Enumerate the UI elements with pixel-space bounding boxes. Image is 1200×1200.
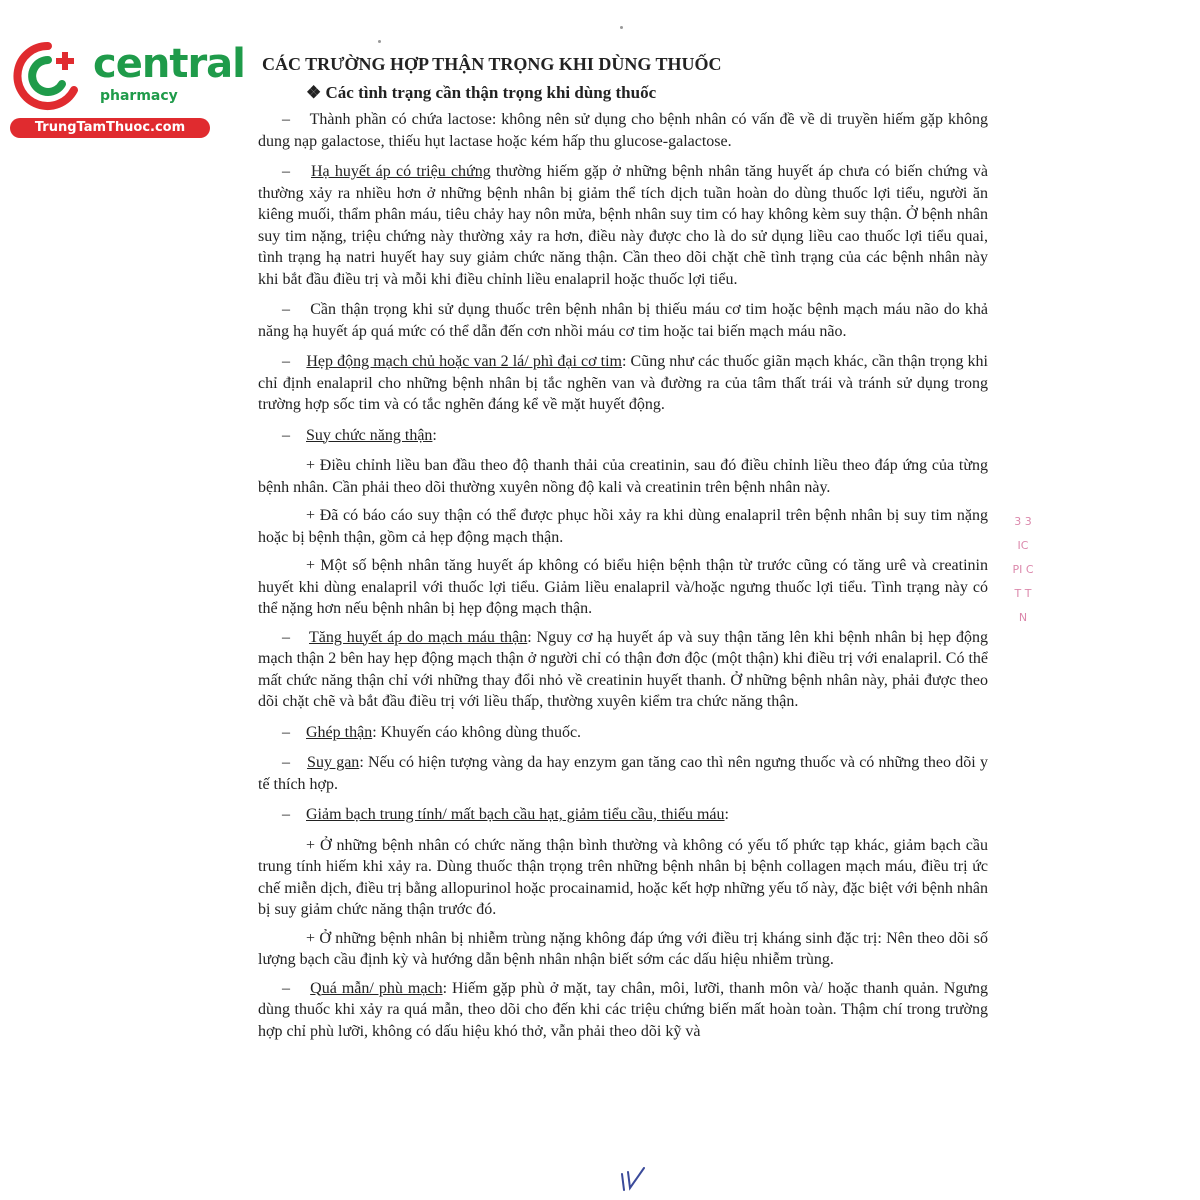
- scan-speck: [620, 26, 623, 29]
- subtitle-text: Các tình trạng cần thận trọng khi dùng thuốc: [325, 83, 657, 102]
- paragraph-text: : Hiếm gặp phù ở mặt, tay chân, môi, lưỡi, thanh môn và/ hoặc thanh quản. Ngưng dùng thuốc khi xảy ra quá mẫn, theo dõi cho đến khi các triệu chứng biến mất hoàn toàn. Thậm chí trong trường hợp chỉ phù lưỡi, không có dấu hiệu khó thở, vẫn phải theo dõi kỹ và: [258, 979, 989, 1040]
- paragraph-lactose: [258, 109, 988, 152]
- dash-icon: –: [282, 111, 290, 128]
- document-title: CÁC TRƯỜNG HỢP THẬN TRỌNG KHI DÙNG THUỐC: [262, 54, 722, 74]
- dash-icon: –: [282, 628, 290, 646]
- blood-subitem: + Ở những bệnh nhân có chức năng thận bình thường và không có yếu tố phức tạp khác, giảm bạch cầu trung tính hiếm khi xảy ra. Dùng thuốc thận trọng trên những bệnh nhân bị bệnh collagen mạch máu, điều trị ức chế miễn dịch, điều trị bằng allopurinol hoặc procainamid, hoặc kết hợp những yếu tố này, đặc biệt với bệnh nhân bị suy giảm chức năng thận trước đó.: [258, 836, 988, 918]
- handwritten-signature-icon: [618, 1164, 652, 1194]
- dash-icon: –: [282, 353, 290, 370]
- pharmacy-cross-logo-icon: [10, 38, 86, 114]
- diamond-bullet-icon: ❖: [306, 83, 322, 102]
- paragraph-transplant: [258, 722, 988, 744]
- renal-subitem: + Một số bệnh nhân tăng huyết áp không có biểu hiện bệnh thận từ trước cũng có tăng urê và creatinin huyết khi dùng enalapril với thuốc lợi tiểu. Giảm liều enalapril và/hoặc ngưng thuốc lợi tiểu. Tình trạng này có thể nặng hơn nếu bệnh nhân bị hẹp động mạch thận.: [258, 557, 988, 617]
- renal-subitem: + Điều chỉnh liều ban đầu theo độ thanh thải của creatinin, sau đó điều chỉnh liều theo đáp ứng của từng bệnh nhân. Cần phải theo dõi thường xuyên nồng độ kali và creatinin trên bệnh nhân này.: [258, 457, 988, 496]
- paragraph-ischemia: [258, 299, 988, 342]
- dash-icon: –: [282, 163, 290, 180]
- brand-website[interactable]: TrungTamThuoc.com: [10, 118, 210, 138]
- brand-logo[interactable]: [10, 38, 245, 138]
- dash-icon: –: [282, 301, 290, 318]
- paragraph-lead: Tăng huyết áp do mạch máu thận: [309, 628, 528, 646]
- paragraph-hypersensitivity: [258, 978, 988, 1043]
- paragraph-text: : Nếu có hiện tượng vàng da hay enzym gan tăng cao thì nên ngưng thuốc và có những theo dõi y tế thích hợp.: [258, 754, 989, 793]
- dash-icon: –: [282, 723, 290, 741]
- paragraph-text: :: [724, 806, 729, 823]
- paragraph-lead: Giảm bạch trung tính/ mất bạch cầu hạt, giảm tiểu cầu, thiếu máu: [306, 806, 725, 823]
- paragraph-blood-heading: [258, 804, 988, 826]
- faded-stamp: 3 3 IC PI C T T N: [1012, 515, 1034, 624]
- paragraph-liver: [258, 752, 988, 795]
- paragraph-text: : Nguy cơ hạ huyết áp và suy thận tăng lên khi bệnh nhân bị hẹp động mạch thận 2 bên hay hẹp động mạch thận ở người chỉ có thận đơn độc (một thận) khi điều trị với enalapril. Có thể mất chức năng thận chỉ với những thay đổi nhỏ về creatinin huyết thanh. Ở những bệnh nhân này, phải được theo dõi chặt chẽ và bắt đầu điều trị với liều thấp, thường xuyên kiểm tra chức năng thận.: [258, 628, 988, 710]
- dash-icon: –: [282, 754, 290, 771]
- paragraph-stenosis: [258, 351, 988, 416]
- document-page: [258, 54, 988, 1051]
- renal-subitem: + Đã có báo cáo suy thận có thể được phục hồi xảy ra khi dùng enalapril trên bệnh nhân bị suy tim nặng hoặc bị bệnh thận, gồm cả hẹp động mạch thận.: [258, 507, 988, 546]
- paragraph-renal-heading: [258, 425, 988, 447]
- paragraph-text: :: [432, 426, 437, 444]
- paragraph-text: : Khuyến cáo không dùng thuốc.: [372, 723, 582, 741]
- brand-subtitle: pharmacy: [100, 88, 178, 104]
- paragraph-lead: Ghép thận: [306, 723, 373, 741]
- paragraph-lead: Quá mẫn/ phù mạch: [310, 979, 443, 997]
- brand-name: central: [93, 41, 245, 87]
- paragraph-text: : Cũng như các thuốc giãn mạch khác, cần thận trọng khi chỉ định enalapril cho những bệnh nhân bị tắc nghẽn van và đường ra của tâm thất trái và tránh sử dụng trong trường hợp sốc tim và có tắc nghẽn đáng kể về mặt huyết động.: [258, 353, 989, 413]
- paragraph-hypotension: [258, 161, 988, 290]
- paragraph-text: thường hiếm gặp ở những bệnh nhân tăng huyết áp chưa có biến chứng và thường xảy ra nhiều hơn ở những bệnh nhân bị giảm thể tích dịch tuần hoàn do dùng thuốc lợi tiểu, người ăn kiêng muối, thẩm phân máu, tiêu chảy hay nôn mửa, bệnh nhân suy tim có hay không kèm suy thận. Ở bệnh nhân suy tim nặng, triệu chứng này thường xảy ra hơn, điều này được cho là do sử dụng liều cao thuốc lợi tiểu quai, tình trạng hạ natri huyết hay suy giảm chức năng thận. Cần theo dõi chặt chẽ tình trạng của các bệnh nhân này khi bắt đầu điều trị và mỗi khi điều chỉnh liều enalapril hoặc thuốc lợi tiểu.: [258, 163, 989, 288]
- paragraph-lead: Suy chức năng thận: [306, 426, 433, 444]
- paragraph-text: Cần thận trọng khi sử dụng thuốc trên bệnh nhân bị thiếu máu cơ tim hoặc bệnh mạch máu não do khả năng hạ huyết áp quá mức có thể dẫn đến cơn nhồi máu cơ tim hoặc tai biến mạch máu não.: [258, 301, 988, 340]
- dash-icon: –: [282, 979, 290, 997]
- paragraph-lead: Suy gan: [307, 754, 360, 771]
- dash-icon: –: [282, 806, 290, 823]
- paragraph-lead: Hẹp động mạch chủ hoặc van 2 lá/ phì đại cơ tim: [306, 353, 622, 370]
- paragraph-lead: Hạ huyết áp có triệu chứng: [310, 163, 491, 180]
- dash-icon: –: [282, 426, 290, 444]
- paragraph-text: Thành phần có chứa lactose: không nên sử dụng cho bệnh nhân có vấn đề về di truyền hiếm gặp không dung nạp galactose, thiếu hụt lactase hoặc kém hấp thu glucose-galactose.: [258, 111, 988, 150]
- blood-subitem: + Ở những bệnh nhân bị nhiễm trùng nặng không đáp ứng với điều trị kháng sinh đặc trị: Nên theo dõi số lượng bạch cầu định kỳ và hướng dẫn bệnh nhân nhận biết sớm các dấu hiệu nhiễm trùng.: [258, 929, 988, 968]
- scan-speck: [378, 40, 381, 43]
- document-subtitle: [306, 83, 988, 103]
- paragraph-renovascular: [258, 627, 988, 713]
